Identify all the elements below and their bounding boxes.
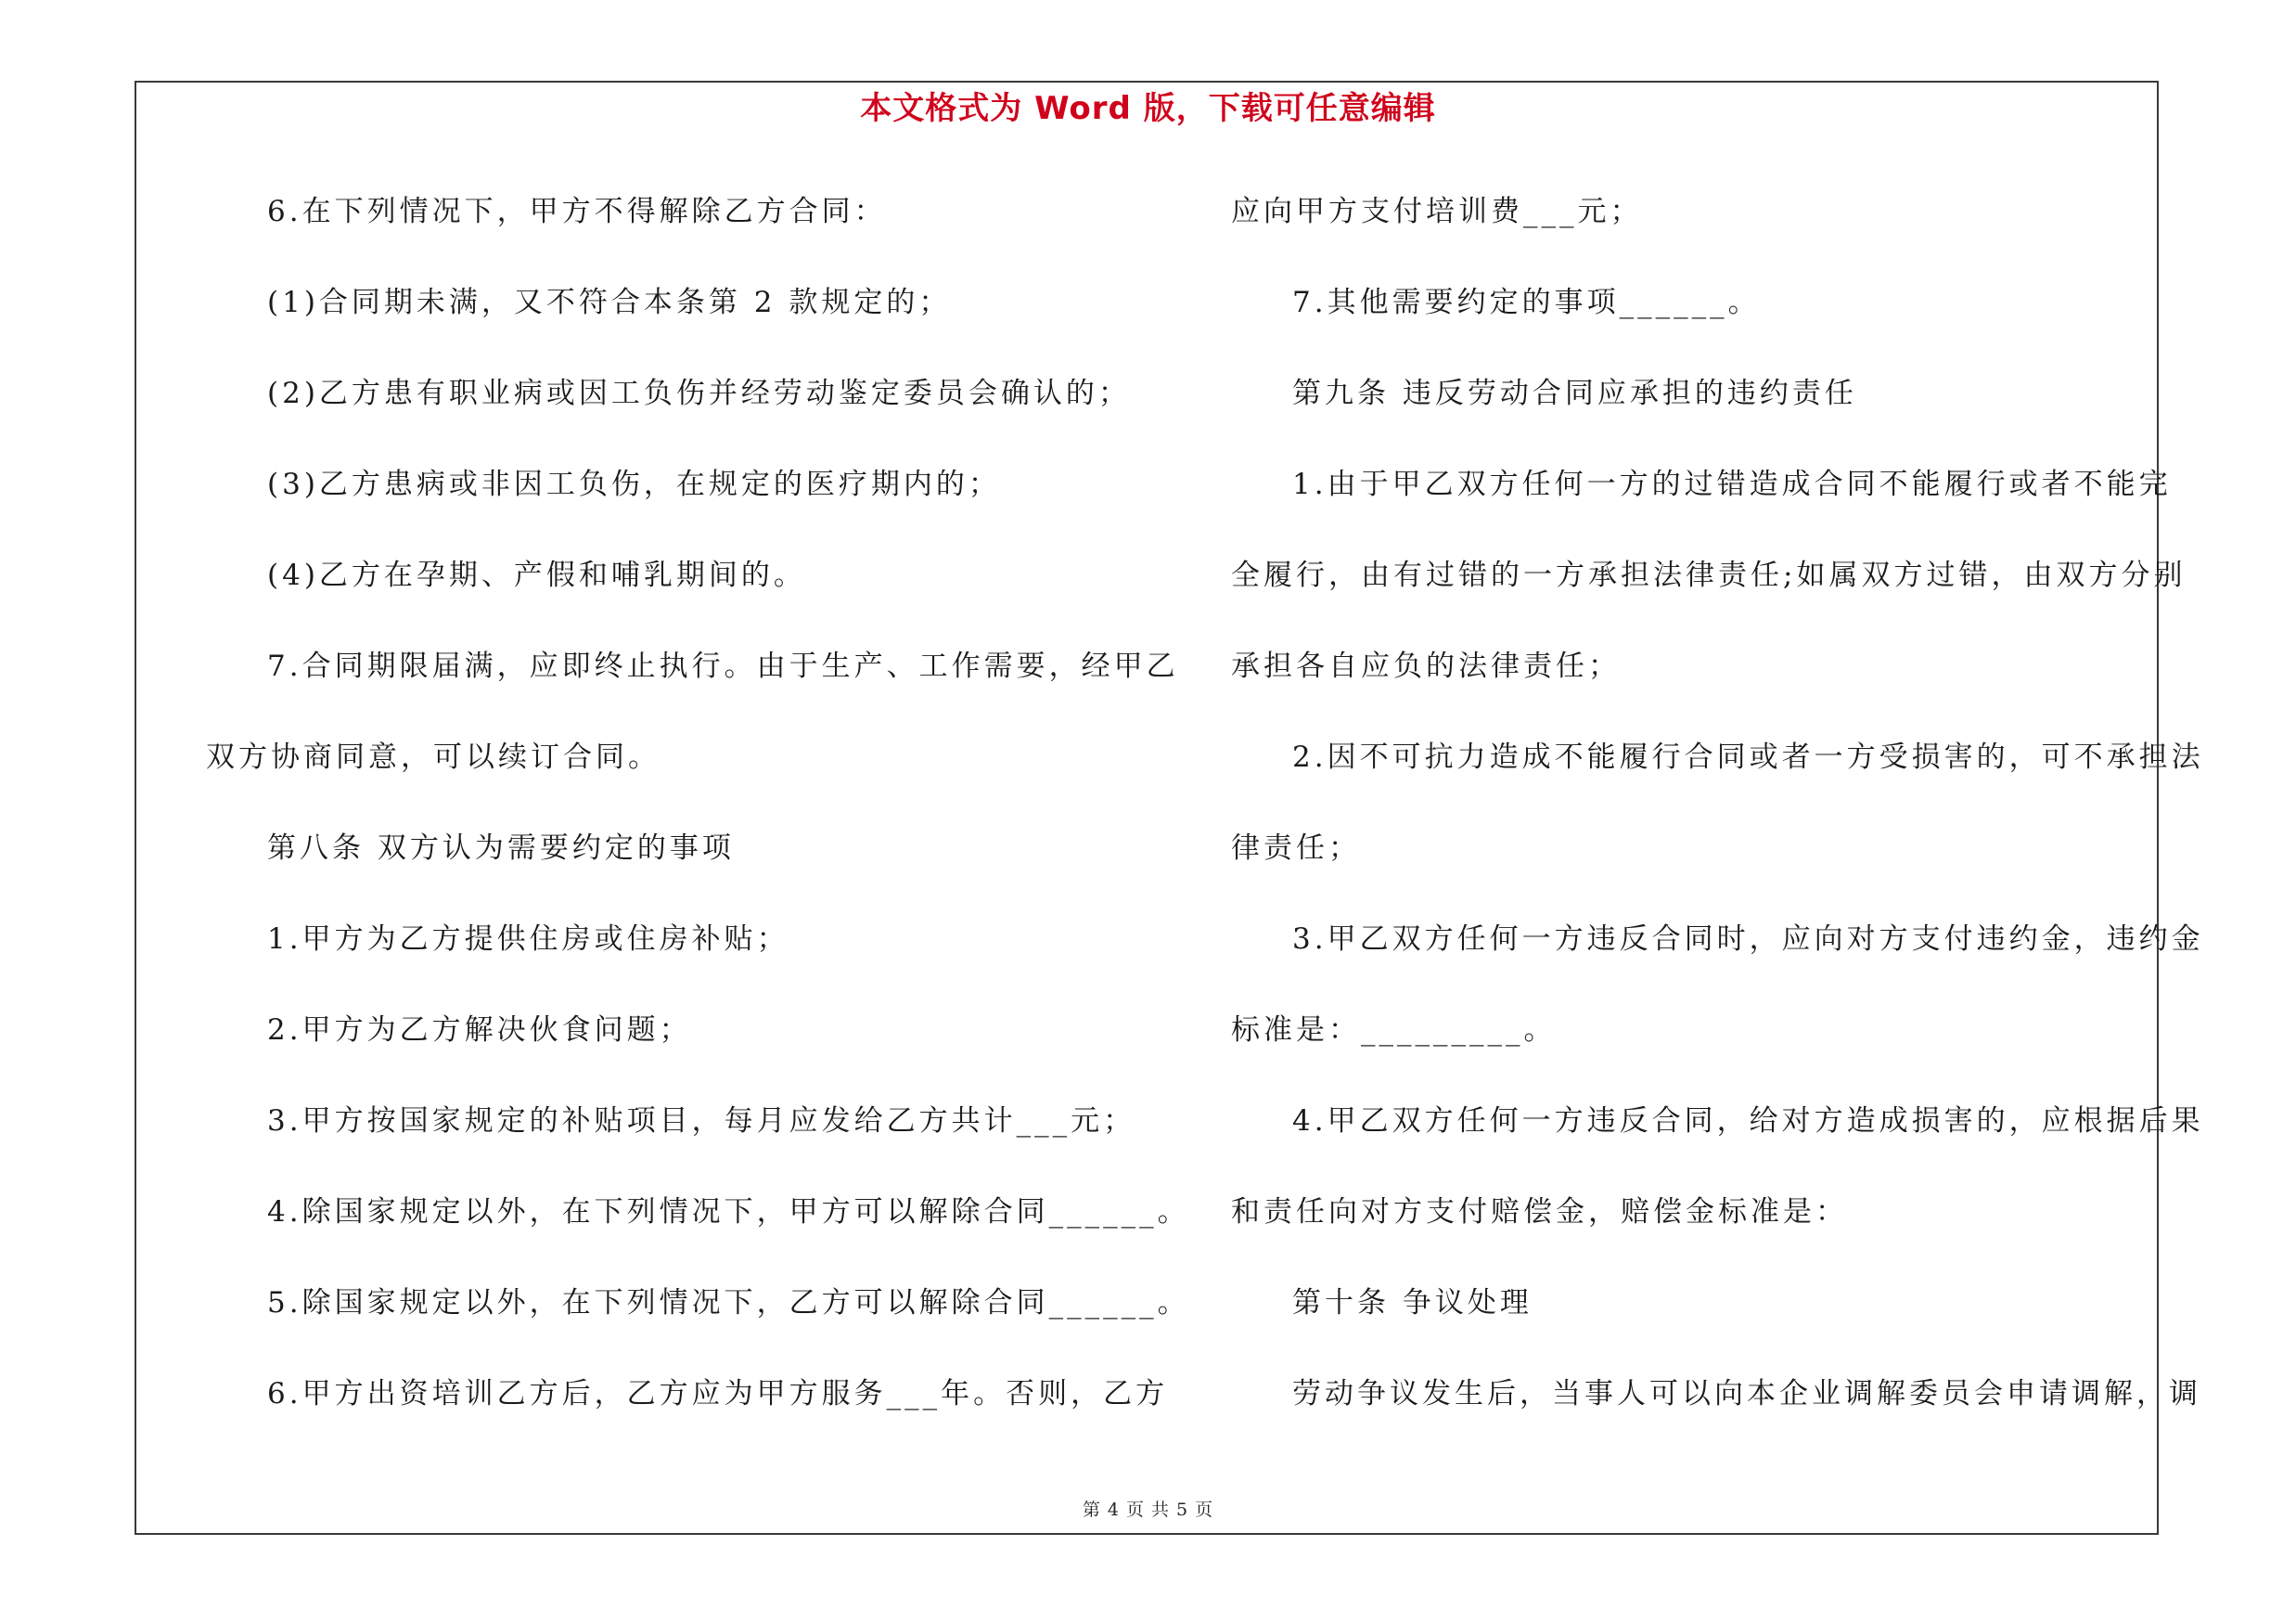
paragraph-line: 7.其他需要约定的事项______。 <box>1292 286 1761 319</box>
left-text-column <box>206 186 1190 1459</box>
page-number-footer: 第 4 页 共 5 页 <box>1082 1500 1214 1520</box>
paragraph-line: 6.甲方出资培训乙方后，乙方应为甲方服务___年。否则，乙方 <box>267 1377 1169 1410</box>
paragraph-line: 3.甲乙双方任何一方违反合同时，应向对方支付违约金，违约金 <box>1292 922 2204 956</box>
paragraph-line: 和责任向对方支付赔偿金，赔偿金标准是： <box>1231 1195 1848 1229</box>
paragraph-line: 6.在下列情况下，甲方不得解除乙方合同： <box>267 195 887 228</box>
paragraph-line: 5.除国家规定以外，在下列情况下，乙方可以解除合同______。 <box>267 1286 1190 1320</box>
edit-notice-banner: 本文格式为 Word 版，下载可任意编辑 <box>860 90 1436 127</box>
paragraph-line: 第九条 违反劳动合同应承担的违约责任 <box>1292 377 1857 410</box>
paragraph-line: 全履行，由有过错的一方承担法律责任;如属双方过错，由双方分别 <box>1231 559 2187 592</box>
paragraph-line: 第十条 争议处理 <box>1292 1286 1533 1320</box>
paragraph-line: (2)乙方患有职业病或因工负伤并经劳动鉴定委员会确认的； <box>267 377 1131 410</box>
paragraph-line: 7.合同期限届满，应即终止执行。由于生产、工作需要，经甲乙 <box>267 650 1179 683</box>
paragraph-line: 4.除国家规定以外，在下列情况下，甲方可以解除合同______。 <box>267 1195 1190 1229</box>
paragraph-line: 劳动争议发生后，当事人可以向本企业调解委员会申请调解，调 <box>1292 1377 2201 1410</box>
paragraph-line: 标准是：_________。 <box>1231 1013 1557 1047</box>
paragraph-line: (1)合同期未满，又不符合本条第 2 款规定的； <box>267 286 952 319</box>
paragraph-line: 2.因不可抗力造成不能履行合同或者一方受损害的，可不承担法 <box>1292 741 2204 774</box>
right-text-column <box>1231 186 2204 1459</box>
paragraph-line: 承担各自应负的法律责任； <box>1231 650 1621 683</box>
paragraph-line: (3)乙方患病或非因工负伤，在规定的医疗期内的； <box>267 468 1001 501</box>
paragraph-line: 双方协商同意，可以续订合同。 <box>206 741 661 774</box>
paragraph-line: 1.甲方为乙方提供住房或住房补贴； <box>267 922 789 956</box>
paragraph-line: 2.甲方为乙方解决伙食问题； <box>267 1013 692 1047</box>
paragraph-line: 律责任； <box>1231 831 1361 865</box>
paragraph-line: 1.由于甲乙双方任何一方的过错造成合同不能履行或者不能完 <box>1292 468 2172 501</box>
paragraph-line: 第八条 双方认为需要约定的事项 <box>267 831 735 865</box>
paragraph-line: 4.甲乙双方任何一方违反合同，给对方造成损害的，应根据后果 <box>1292 1104 2204 1138</box>
paragraph-line: (4)乙方在孕期、产假和哺乳期间的。 <box>267 559 806 592</box>
paragraph-line: 应向甲方支付培训费___元； <box>1231 195 1643 228</box>
paragraph-line: 3.甲方按国家规定的补贴项目，每月应发给乙方共计___元； <box>267 1104 1136 1138</box>
